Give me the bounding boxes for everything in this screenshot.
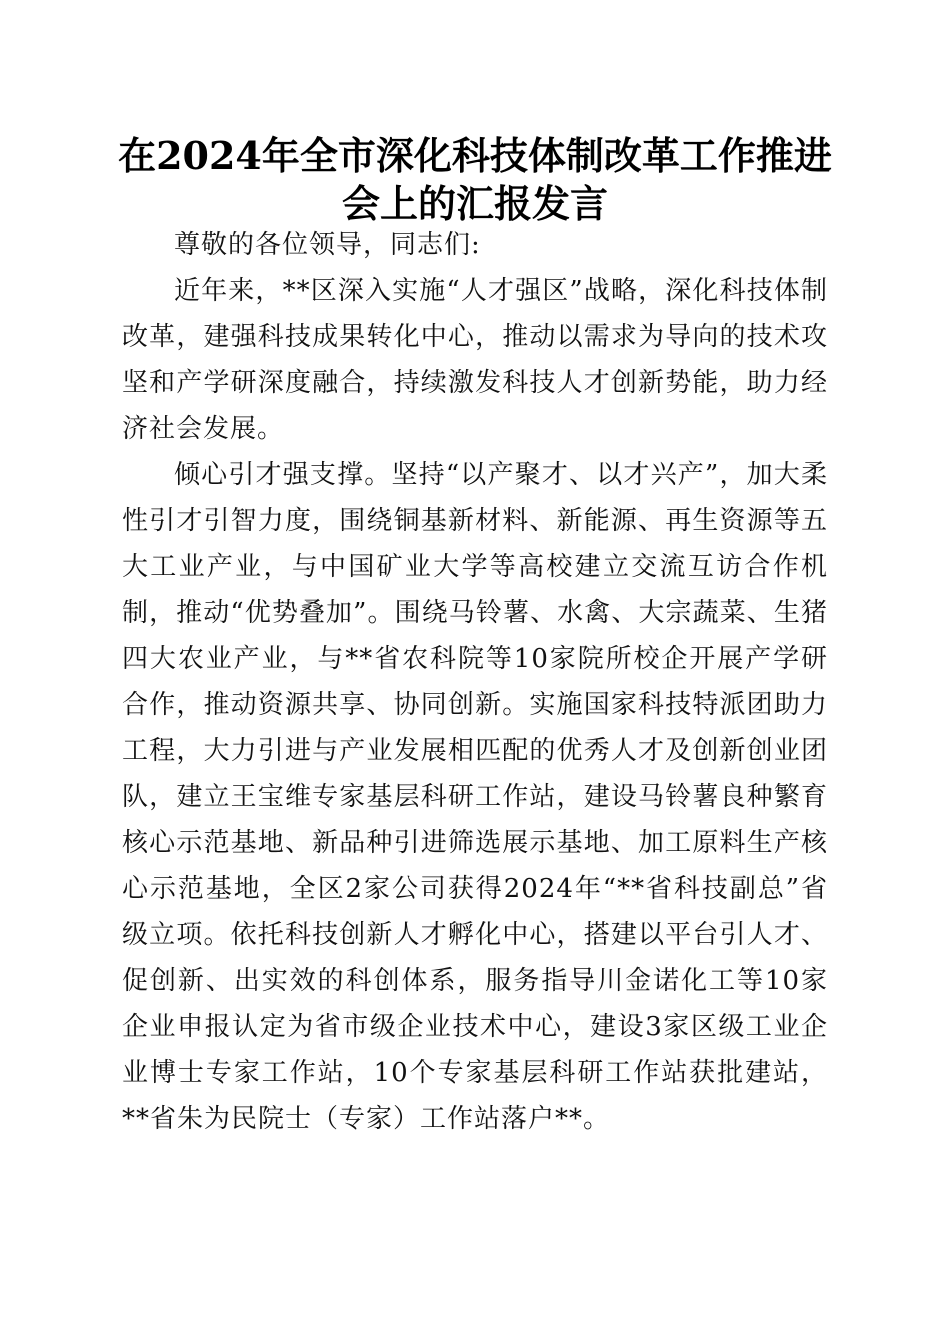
document-title: 在2024年全市深化科技体制改革工作推进会上的汇报发言 [118,133,832,226]
paragraph-talent: 倾心引才强支撑。坚持“以产聚才、以才兴产”，加大柔性引才引智力度，围绕铜基新材料、新能源、再生资源等五大工业产业，与中国矿业大学等高校建立交流互访合作机制，推动“优势叠加”。围绕马铃薯、水禽、大宗蔬菜、生猪四大农业产业，与**省农科院等10家院所校企开展产学研合作，推动资源共享、协同创新。实施国家科技特派团助力工程，大力引进与产业发展相匹配的优秀人才及创新创业团队，建立王宝维专家基层科研工作站，建设马铃薯良种繁育核心示范基地、新品种引进筛选展示基地、加工原料生产核心示范基地，全区2家公司获得2024年“**省科技副总”省级立项。依托科技创新人才孵化中心，搭建以平台引人才、促创新、出实效的科创体系，服务指导川金诺化工等10家企业申报认定为省市级企业技术中心，建设3家区级工业企业博士专家工作站，10个专家基层科研工作站获批建站，**省朱为民院士（专家）工作站落户**。 [122,460,828,1134]
paragraph-intro: 近年来，**区深入实施“人才强区”战略，深化科技体制改革，建强科技成果转化中心，推动以需求为导向的技术攻坚和产学研深度融合，持续激发科技人才创新势能，助力经济社会发展。 [122,276,828,444]
document-body [122,222,828,1142]
salutation: 尊敬的各位领导，同志们: [174,230,481,260]
